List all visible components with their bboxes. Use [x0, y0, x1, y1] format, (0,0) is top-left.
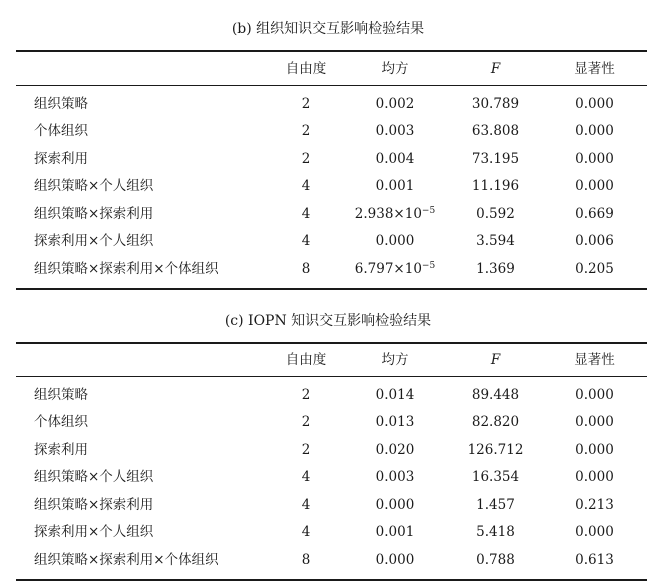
- significance-value: 0.000: [575, 178, 614, 194]
- df-value: 2: [301, 414, 311, 430]
- significance-value: 0.669: [575, 206, 614, 222]
- f-value: 126.712: [467, 442, 524, 458]
- df-value: 4: [301, 524, 311, 540]
- table-top-rule: [16, 342, 647, 344]
- significance-value: 0.000: [575, 387, 614, 403]
- significance-value: 0.000: [575, 524, 614, 540]
- row-label: 组织策略×个人组织: [34, 469, 154, 485]
- mean-square-value: $6.797\times 10^{-5}$: [354, 261, 436, 277]
- df-value: 4: [301, 233, 311, 249]
- row-label: 探索利用×个人组织: [34, 233, 154, 249]
- df-value: 2: [301, 123, 311, 139]
- significance-value: 0.000: [575, 469, 614, 485]
- df-value: 8: [301, 552, 311, 568]
- row-label: 探索利用: [34, 151, 88, 167]
- column-header: 自由度: [285, 61, 327, 77]
- table-header-rule: [16, 85, 647, 86]
- f-value: 63.808: [471, 123, 520, 139]
- column-header: 均方: [381, 352, 409, 368]
- mean-square-value: 0.003: [375, 469, 415, 485]
- f-value: 30.789: [471, 96, 520, 112]
- column-header: 自由度: [285, 352, 327, 368]
- df-value: 2: [301, 387, 311, 403]
- mean-square-value: 0.000: [375, 233, 415, 249]
- f-value: 89.448: [471, 387, 520, 403]
- df-value: 4: [301, 469, 311, 485]
- row-label: 组织策略×个人组织: [34, 178, 154, 194]
- row-label: 组织策略×探索利用: [34, 497, 154, 513]
- mean-square-value: 0.013: [375, 414, 415, 430]
- row-label: 组织策略×探索利用: [34, 206, 154, 222]
- significance-value: 0.000: [575, 123, 614, 139]
- significance-value: 0.006: [575, 233, 614, 249]
- mean-square-value: 0.001: [375, 524, 415, 540]
- f-value: 11.196: [471, 178, 520, 194]
- f-value: 1.457: [476, 497, 515, 513]
- df-value: 2: [301, 442, 311, 458]
- f-value: 5.418: [476, 524, 515, 540]
- significance-value: 0.613: [575, 552, 614, 568]
- table-caption: (b) 组织知识交互影响检验结果: [231, 21, 425, 37]
- f-value: 82.820: [471, 414, 520, 430]
- mean-square-value: 0.001: [375, 178, 415, 194]
- f-value: 0.788: [476, 552, 515, 568]
- mean-square-value: 0.020: [375, 442, 415, 458]
- significance-value: 0.000: [575, 414, 614, 430]
- row-label: 组织策略×探索利用×个体组织: [34, 552, 219, 568]
- df-value: 8: [301, 261, 311, 277]
- mean-square-value: 0.002: [375, 96, 415, 112]
- table-bottom-rule: [16, 288, 647, 290]
- column-header: F: [490, 61, 501, 77]
- row-label: 个体组织: [34, 123, 88, 139]
- exponent: −5: [421, 206, 436, 216]
- column-header: 均方: [381, 61, 409, 77]
- row-label: 组织策略: [34, 387, 88, 403]
- row-label: 组织策略×探索利用×个体组织: [34, 261, 219, 277]
- mean-square-value: 0.000: [375, 497, 415, 513]
- f-value: 0.592: [476, 206, 515, 222]
- f-value: 73.195: [471, 151, 520, 167]
- row-label: 组织策略: [34, 96, 88, 112]
- row-label: 探索利用×个人组织: [34, 524, 154, 540]
- significance-value: 0.205: [575, 261, 614, 277]
- table-top-rule: [16, 50, 647, 52]
- significance-value: 0.213: [575, 497, 614, 513]
- f-value: 16.354: [471, 469, 520, 485]
- significance-value: 0.000: [575, 151, 614, 167]
- row-label: 探索利用: [34, 442, 88, 458]
- significance-value: 0.000: [575, 442, 614, 458]
- f-value: 3.594: [476, 233, 515, 249]
- mean-square-value: 0.014: [375, 387, 415, 403]
- df-value: 4: [301, 178, 311, 194]
- table-caption: (c) IOPN 知识交互影响检验结果: [224, 313, 432, 329]
- table-header-rule: [16, 376, 647, 377]
- significance-value: 0.000: [575, 96, 614, 112]
- row-label: 个体组织: [34, 414, 88, 430]
- table-bottom-rule: [16, 579, 647, 581]
- df-value: 2: [301, 96, 311, 112]
- column-header: 显著性: [574, 61, 615, 77]
- exponent: −5: [421, 261, 436, 271]
- f-value: 1.369: [476, 261, 515, 277]
- column-header: F: [490, 352, 501, 368]
- mean-square-value: 0.000: [375, 552, 415, 568]
- mean-square-value: 0.003: [375, 123, 415, 139]
- df-value: 4: [301, 206, 311, 222]
- df-value: 4: [301, 497, 311, 513]
- df-value: 2: [301, 151, 311, 167]
- mean-square-value: $2.938\times 10^{-5}$: [354, 206, 436, 222]
- mean-square-value: 0.004: [375, 151, 415, 167]
- column-header: 显著性: [574, 352, 615, 368]
